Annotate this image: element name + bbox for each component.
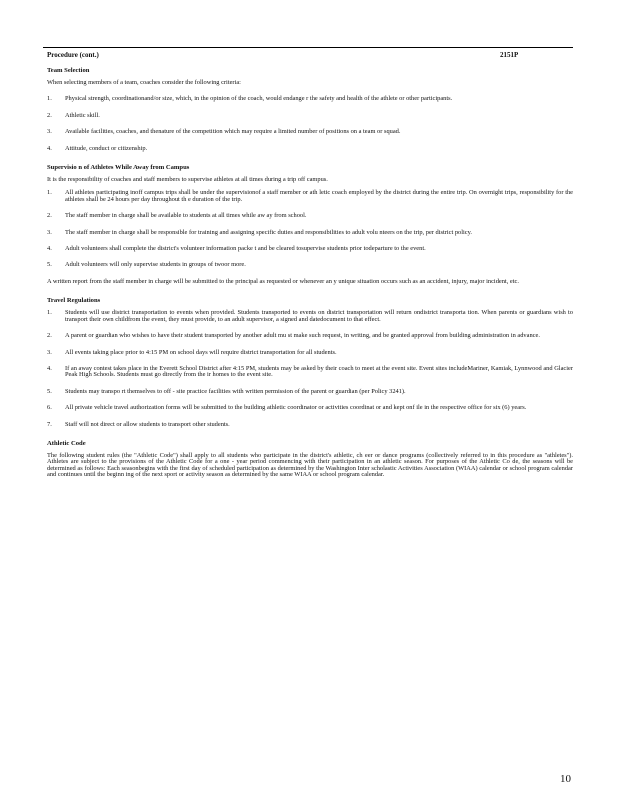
list-item	[47, 113, 573, 119]
item-text: Students may transpo rt themselves to off - site practice facilities with written permission of the parent or guardian (per Policy 3241).	[65, 387, 406, 395]
supervision-report: A written report from the staff member in charge will be submitted to the principal as requested or whenever an y unique situation occurs such as an accident, injury, major incident, etc.	[47, 277, 519, 285]
athletic-code-heading: Athletic Code	[47, 439, 86, 447]
page-number: 10	[560, 773, 571, 785]
header-procedure: Procedure (cont.)	[47, 51, 99, 59]
list-item	[47, 422, 573, 428]
item-text: Adult volunteers will only supervise students in groups of twoor more.	[65, 261, 246, 269]
list-item	[47, 350, 573, 356]
list-item	[47, 146, 573, 152]
list-item	[47, 389, 573, 395]
item-number: 7.	[47, 420, 52, 428]
list-item	[47, 366, 573, 379]
item-text: The staff member in charge shall be available to students at all times while aw ay from school.	[65, 212, 307, 220]
list-item	[47, 213, 573, 219]
item-number: 3.	[47, 128, 52, 136]
item-text: A parent or guardian who wishes to have their student transported by another adult mu st make such request, in writing, and be granted approval from building administration in advance.	[65, 332, 540, 340]
item-text: Students will use district transportation to events when provided. Students transported to events on district transportation will return ondistrict transporta tion. When parents or guardians wish to transport their own childfrom the event, they must provide, to an adult supervisor, a signed and datedocument to that effect.	[65, 309, 573, 323]
item-number: 2.	[47, 111, 52, 119]
item-number: 5.	[47, 261, 52, 269]
item-text: All private vehicle travel authorization forms will be submitted to the building athletic coordinator or activities coordinat or and kept onf ile in the respective office for six (6) years.	[65, 404, 527, 412]
item-text: Athletic skill.	[65, 111, 100, 119]
list-item	[47, 333, 573, 339]
item-text: Attitude, conduct or citizenship.	[65, 144, 148, 152]
supervision-heading: Supervisio n of Athletes While Away from Campus	[47, 164, 190, 172]
list-item	[47, 129, 573, 135]
athletic-code-text: The following student rules (the "Athletic Code") shall apply to all students who participate in the district's athletic, ch eer or dance programs (collectively referred to in this procedure as "athletes"). Athletes are subject to the provisions of the Athletic Code for a one - year period commencing with their participation in an athletic season. For purposes of the Athletic Co de, the seasons will be determined as follows: Each seasonbegins with the first day of scheduled participation as determined by the Washington Inter scholastic Activities Association (WIAA) calendar or school program calendar and continues until the beginn ing of the next sport or activity season as determined by the same WIAA or school program calendar.	[47, 451, 573, 479]
item-number: 3.	[47, 228, 52, 236]
header-rule	[43, 47, 573, 48]
item-number: 1.	[47, 189, 52, 197]
item-text: Staff will not direct or allow students to transport other students.	[65, 420, 230, 428]
list-item	[47, 96, 573, 102]
list-item	[47, 190, 573, 203]
item-number: 5.	[47, 387, 52, 395]
team-selection-intro: When selecting members of a team, coaches consider the following criteria:	[47, 79, 241, 86]
supervision-intro: It is the responsibility of coaches and staff members to supervise athletes at all times during a trip off campus.	[47, 176, 328, 184]
list-item	[47, 230, 573, 236]
item-number: 4.	[47, 144, 52, 152]
item-number: 4.	[47, 245, 52, 253]
document-body	[47, 65, 573, 489]
item-text: Physical strength, coordinationand/or size, which, in the opinion of the coach, would endange r the safety and health of the athlete or other participants.	[65, 95, 453, 103]
item-number: 3.	[47, 348, 52, 356]
item-number: 1.	[47, 95, 52, 103]
header-policy-number: 2151P	[500, 51, 519, 59]
list-item	[47, 310, 573, 323]
item-text: All athletes participating inoff campus trips shall be under the supervisionof a staff member or ath letic coach employed by the district during the entire trip. On overnight trips, responsibility for the athletes shall be 24 hours per day throughout th e duration of the trip.	[65, 189, 573, 203]
list-item	[47, 405, 573, 411]
item-text: Available facilities, coaches, and thenature of the competition which may require a limited number of positions on a team or squad.	[65, 128, 401, 136]
team-selection-heading: Team Selection	[47, 67, 90, 74]
item-number: 2.	[47, 212, 52, 220]
item-number: 1.	[47, 309, 52, 317]
item-number: 4.	[47, 364, 52, 372]
item-number: 6.	[47, 404, 52, 412]
list-item	[47, 246, 573, 252]
item-text: All events taking place prior to 4:15 PM on school days will require district transportation for all students.	[65, 348, 337, 356]
list-item	[47, 262, 573, 268]
travel-heading: Travel Regulations	[47, 297, 101, 305]
item-text: The staff member in charge shall be responsible for training and assigning specific duties and responsibilities to adult volu nteers on the trip, per district policy.	[65, 228, 473, 236]
item-number: 2.	[47, 332, 52, 340]
item-text: Adult volunteers shall complete the district's volunteer information packe t and be cleared tosupervise students prior todeparture to the event.	[65, 245, 426, 253]
item-text: If an away contest takes place in the Everett School District after 4:15 PM, students may be asked by their coach to meet at the event site. Event sites includeMariner, Kamiak, Lynnwood and Glacier Peak High Schools. Students must go directly from the ir homes to the event site.	[65, 364, 573, 379]
